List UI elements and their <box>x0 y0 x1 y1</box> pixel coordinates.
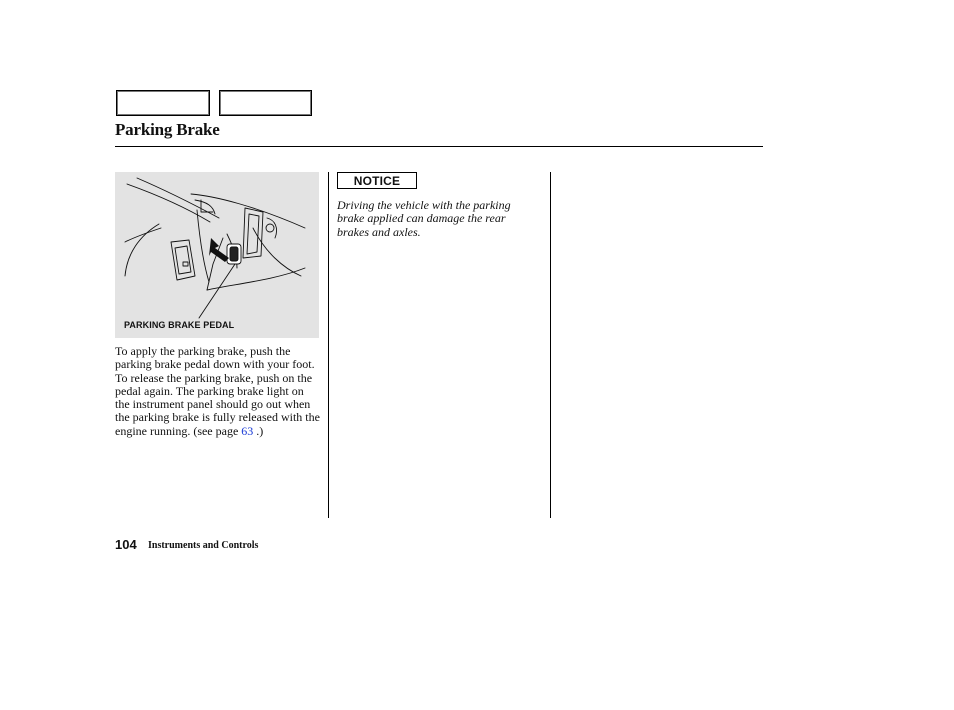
instructions-text: To apply the parking brake, push the parking brake pedal down with your foot. To release the parking brake, push on the pedal again. The parking brake light on the instrument panel should go out when the parking brake is fully released with the engine running. (see page <box>115 344 320 438</box>
notice-badge: NOTICE <box>337 172 417 189</box>
parking-brake-pedal-drawing <box>115 172 319 338</box>
instructions-paragraph <box>115 345 321 438</box>
page-title: Parking Brake <box>115 120 220 139</box>
figure-caption: PARKING BRAKE PEDAL <box>124 320 235 330</box>
parking-brake-illustration <box>115 172 319 338</box>
page-number: 104 <box>115 537 137 552</box>
notice-text: Driving the vehicle with the parking brake applied can damage the rear brakes and axles. <box>337 198 511 239</box>
column-divider <box>328 172 329 518</box>
page-reference-link[interactable]: 63 <box>241 423 254 438</box>
column-divider <box>550 172 551 518</box>
next-page-button[interactable] <box>219 90 312 116</box>
instructions-text-end: .) <box>253 423 264 438</box>
title-divider <box>115 146 763 147</box>
previous-page-button[interactable] <box>116 90 210 116</box>
section-name: Instruments and Controls <box>148 540 259 551</box>
